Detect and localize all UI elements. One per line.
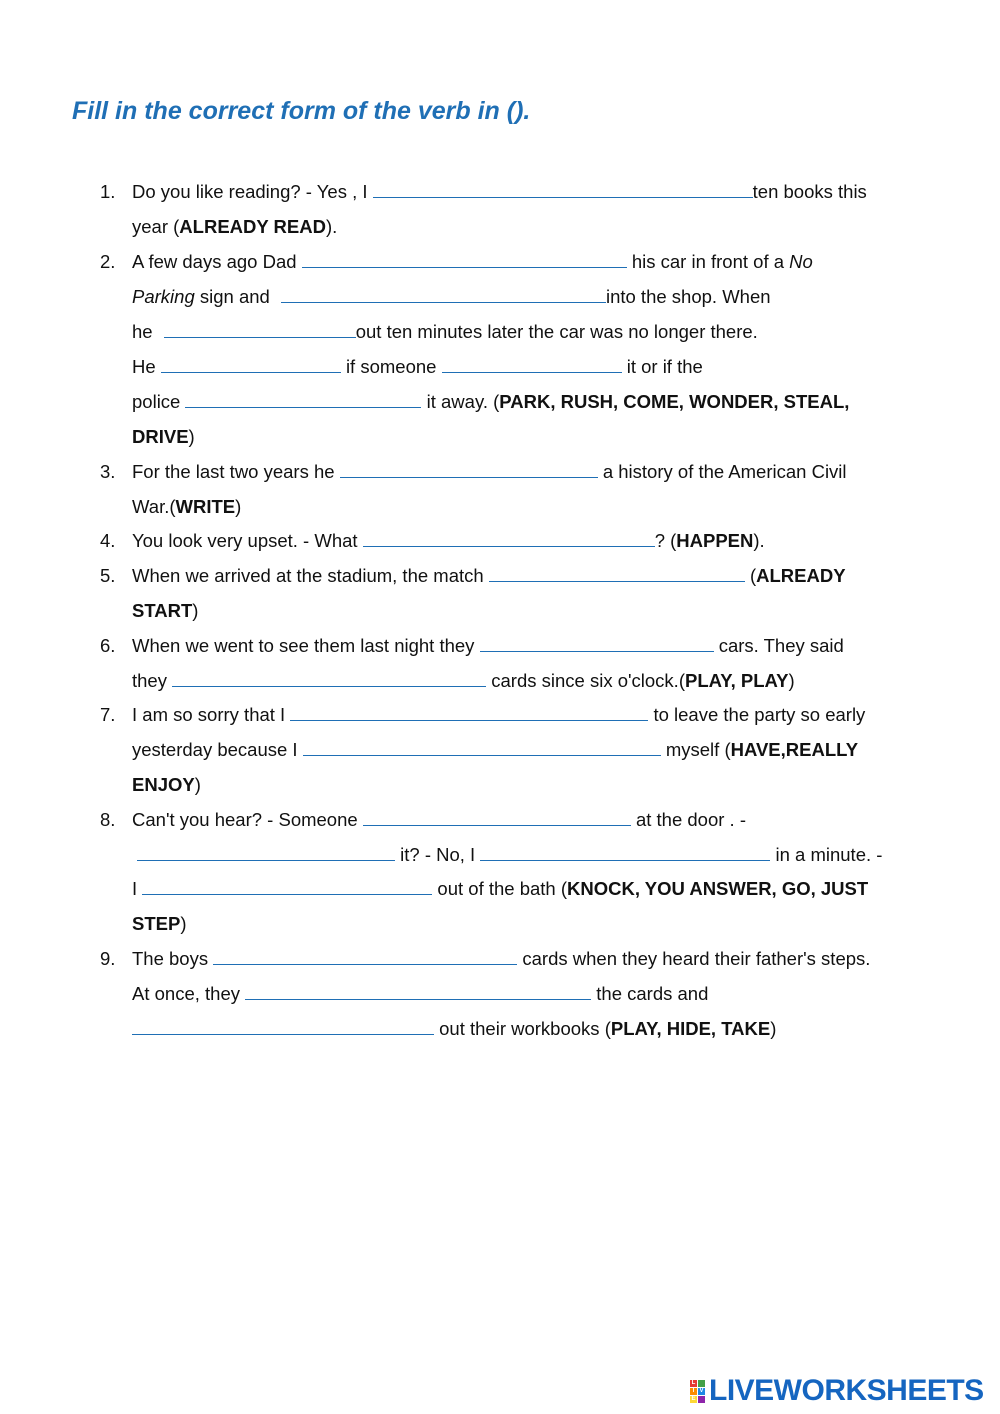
worksheet-title: Fill in the correct form of the verb in (). xyxy=(72,97,531,125)
question-text: The boys xyxy=(132,948,209,969)
question-text: at the door . - xyxy=(635,809,746,830)
question-number: 7. xyxy=(100,704,116,725)
question-line xyxy=(132,530,765,552)
question-line xyxy=(132,739,858,761)
question-line xyxy=(132,496,241,518)
question-number: 8. xyxy=(100,809,116,830)
question-text: ? ( xyxy=(654,530,677,551)
answer-blank[interactable] xyxy=(363,531,655,547)
question-line xyxy=(132,181,867,203)
question-text: to leave the party so early xyxy=(653,704,866,725)
verb-hint: PLAY, PLAY xyxy=(684,670,789,691)
question-text: When we went to see them last night they xyxy=(132,635,475,656)
logo-text: LIVEWORKSHEETS xyxy=(709,1374,984,1407)
question-text: out of the bath ( xyxy=(437,878,568,899)
question-line xyxy=(132,635,844,657)
question-text: ) xyxy=(188,426,195,447)
question-text: ). xyxy=(325,216,338,237)
answer-blank[interactable] xyxy=(161,357,341,373)
question-text: War.( xyxy=(132,496,176,517)
question-text: Do you like reading? - Yes , I xyxy=(132,181,368,202)
answer-blank[interactable] xyxy=(185,392,421,408)
question-text: it or if the xyxy=(626,356,703,377)
question-line xyxy=(132,670,795,692)
question-line xyxy=(132,391,849,413)
question-text: Can't you hear? - Someone xyxy=(132,809,358,830)
verb-hint: KNOCK, YOU ANSWER, GO, JUST xyxy=(567,878,869,899)
verb-hint: WRITE xyxy=(175,496,236,517)
question-text: it away. ( xyxy=(426,391,500,412)
question-text: ). xyxy=(753,530,765,551)
question-text: in a minute. - xyxy=(775,844,883,865)
question-line xyxy=(132,913,187,935)
verb-hint: PLAY, HIDE, TAKE xyxy=(610,1018,771,1039)
liveworksheets-logo xyxy=(690,1374,984,1408)
answer-blank[interactable] xyxy=(213,949,517,965)
answer-blank[interactable] xyxy=(303,740,661,756)
question-text: into the shop. When xyxy=(605,286,771,307)
question-text: He xyxy=(132,356,156,377)
logo-grid-cell xyxy=(698,1380,705,1387)
answer-blank[interactable] xyxy=(142,879,432,895)
question-text: cars. They said xyxy=(718,635,844,656)
verb-hint: HAVE,REALLY xyxy=(730,739,859,760)
question-text: it? - No, I xyxy=(400,844,476,865)
question-line xyxy=(132,600,198,622)
question-text: police xyxy=(132,391,181,412)
question-number: 2. xyxy=(100,251,116,272)
verb-hint: ALREADY READ xyxy=(179,216,326,237)
question-text: Parking xyxy=(132,286,195,307)
verb-hint: START xyxy=(132,600,193,621)
question-text: if someone xyxy=(345,356,437,377)
question-line xyxy=(132,774,201,796)
question-line xyxy=(132,948,870,970)
question-line xyxy=(132,983,708,1005)
question-line xyxy=(132,565,846,587)
question-line xyxy=(132,426,195,448)
question-text: No xyxy=(789,251,813,272)
question-text: ) xyxy=(235,496,242,517)
question-text: I xyxy=(132,878,138,899)
question-text: At once, they xyxy=(132,983,240,1004)
question-text: sign and xyxy=(199,286,270,307)
question-line xyxy=(132,844,882,866)
question-text: You look very upset. - What xyxy=(132,530,358,551)
question-text: ) xyxy=(192,600,199,621)
question-text: When we arrived at the stadium, the match xyxy=(132,565,484,586)
question-line xyxy=(132,286,771,308)
question-text: ) xyxy=(770,1018,777,1039)
question-text: out ten minutes later the car was no longer there. xyxy=(355,321,758,342)
question-text: his car in front of a xyxy=(631,251,785,272)
logo-grid-cell xyxy=(698,1396,705,1403)
answer-blank[interactable] xyxy=(480,636,714,652)
logo-grid-cell: L xyxy=(691,1379,696,1386)
logo-grid-cell: I xyxy=(690,1388,697,1395)
answer-blank[interactable] xyxy=(290,705,648,721)
question-text: the cards and xyxy=(596,983,709,1004)
question-line xyxy=(132,704,865,726)
question-text: yesterday because I xyxy=(132,739,298,760)
question-number: 4. xyxy=(100,530,116,551)
answer-blank[interactable] xyxy=(164,322,356,338)
question-text: ) xyxy=(194,774,201,795)
answer-blank[interactable] xyxy=(373,182,753,198)
question-text: year ( xyxy=(132,216,180,237)
question-line xyxy=(132,809,746,831)
question-number: 1. xyxy=(100,181,116,202)
question-line xyxy=(132,356,703,378)
question-text: ( xyxy=(749,565,757,586)
question-line xyxy=(132,216,337,238)
logo-grid-icon xyxy=(690,1380,705,1403)
verb-hint: ENJOY xyxy=(132,774,195,795)
answer-blank[interactable] xyxy=(340,462,598,478)
question-text: myself ( xyxy=(665,739,731,760)
question-text: ten books this xyxy=(752,181,867,202)
answer-blank[interactable] xyxy=(132,1019,434,1035)
answer-blank[interactable] xyxy=(442,357,622,373)
question-text: they xyxy=(132,670,167,691)
question-text: A few days ago Dad xyxy=(132,251,297,272)
answer-blank[interactable] xyxy=(480,845,770,861)
verb-hint: DRIVE xyxy=(132,426,189,447)
verb-hint: STEP xyxy=(132,913,181,934)
question-text: For the last two years he xyxy=(132,461,335,482)
question-text: cards since six o'clock.( xyxy=(491,670,685,691)
question-text: ) xyxy=(180,913,187,934)
question-line xyxy=(132,878,868,900)
question-text: out their workbooks ( xyxy=(439,1018,611,1039)
question-line xyxy=(132,251,813,273)
question-text: he xyxy=(132,321,153,342)
answer-blank[interactable] xyxy=(245,984,591,1000)
question-number: 6. xyxy=(100,635,116,656)
verb-hint: PARK, RUSH, COME, WONDER, STEAL, xyxy=(499,391,850,412)
question-text: cards when they heard their father's steps. xyxy=(522,948,871,969)
question-text: ) xyxy=(788,670,795,691)
answer-blank[interactable] xyxy=(137,845,395,861)
answer-blank[interactable] xyxy=(172,671,486,687)
verb-hint: HAPPEN xyxy=(676,530,754,551)
verb-hint: ALREADY xyxy=(756,565,846,586)
question-line xyxy=(132,461,847,483)
logo-grid-cell: V xyxy=(699,1387,704,1394)
question-line xyxy=(132,321,758,343)
question-line xyxy=(132,1018,776,1040)
question-number: 9. xyxy=(100,948,116,969)
question-number: 5. xyxy=(100,565,116,586)
answer-blank[interactable] xyxy=(363,810,631,826)
question-text: a history of the American Civil xyxy=(602,461,847,482)
logo-grid-cell: E xyxy=(691,1395,696,1402)
answer-blank[interactable] xyxy=(302,252,627,268)
question-number: 3. xyxy=(100,461,116,482)
answer-blank[interactable] xyxy=(281,287,606,303)
answer-blank[interactable] xyxy=(489,566,745,582)
question-text: I am so sorry that I xyxy=(132,704,286,725)
